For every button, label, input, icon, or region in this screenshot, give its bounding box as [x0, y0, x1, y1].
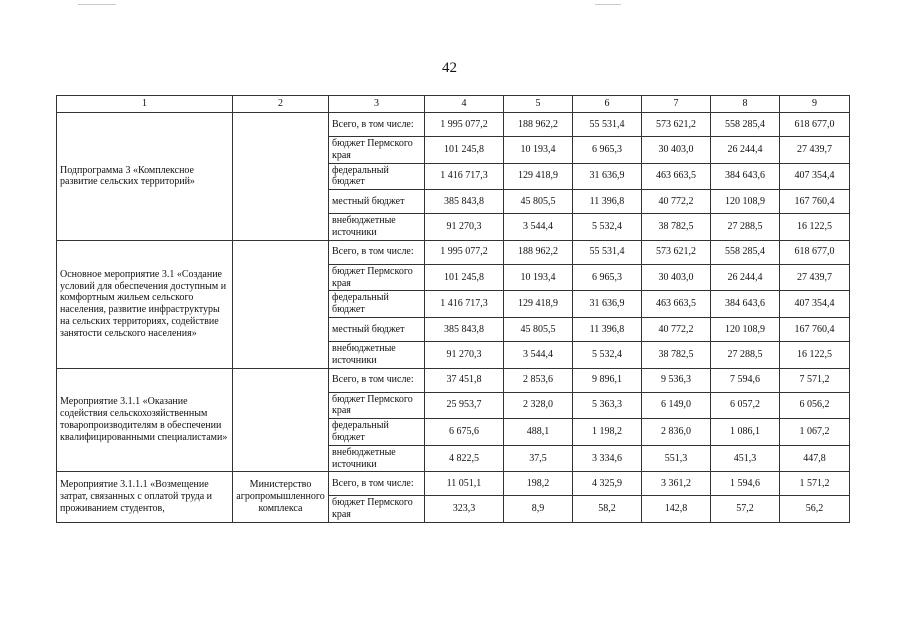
- amount-cell: 188 962,2: [504, 113, 573, 137]
- amount-cell: 58,2: [573, 496, 642, 523]
- amount-cell: 6 965,3: [573, 264, 642, 291]
- amount-cell: 385 843,8: [425, 190, 504, 214]
- column-number-row: [57, 96, 850, 113]
- amount-cell: 57,2: [711, 496, 780, 523]
- program-name-cell: Подпрограмма 3 «Комплексное развитие сельских территорий»: [57, 113, 233, 241]
- amount-cell: 37,5: [504, 445, 573, 472]
- column-number: 3: [329, 96, 425, 113]
- table-row: [57, 472, 850, 496]
- funding-source-cell: бюджет Пермского края: [329, 496, 425, 523]
- funding-source-cell: бюджет Пермского края: [329, 137, 425, 164]
- executor-cell: [233, 368, 329, 472]
- amount-cell: 30 403,0: [642, 264, 711, 291]
- amount-cell: 558 285,4: [711, 240, 780, 264]
- amount-cell: 5 363,3: [573, 392, 642, 419]
- amount-cell: 38 782,5: [642, 214, 711, 241]
- amount-cell: 91 270,3: [425, 341, 504, 368]
- amount-cell: 91 270,3: [425, 214, 504, 241]
- amount-cell: 1 416 717,3: [425, 163, 504, 190]
- funding-source-cell: внебюджетные источники: [329, 445, 425, 472]
- amount-cell: 40 772,2: [642, 317, 711, 341]
- amount-cell: 45 805,5: [504, 190, 573, 214]
- executor-cell: Министерство агропромышленного комплекса: [233, 472, 329, 523]
- scan-mark-right: [595, 4, 621, 5]
- amount-cell: 1 086,1: [711, 419, 780, 446]
- amount-cell: 198,2: [504, 472, 573, 496]
- amount-cell: 26 244,4: [711, 264, 780, 291]
- table-body: [57, 113, 850, 523]
- scan-mark-left: [78, 4, 116, 5]
- column-number: 4: [425, 96, 504, 113]
- amount-cell: 101 245,8: [425, 264, 504, 291]
- amount-cell: 618 677,0: [780, 113, 850, 137]
- funding-source-cell: бюджет Пермского края: [329, 392, 425, 419]
- amount-cell: 2 853,6: [504, 368, 573, 392]
- amount-cell: 188 962,2: [504, 240, 573, 264]
- program-name-cell: Мероприятие 3.1.1 «Оказание содействия сельскохозяйственным товаропроизводителям в обеспечении квалифицированными специалистами»: [57, 368, 233, 472]
- amount-cell: 38 782,5: [642, 341, 711, 368]
- funding-source-cell: Всего, в том числе:: [329, 368, 425, 392]
- column-number: 7: [642, 96, 711, 113]
- amount-cell: 55 531,4: [573, 240, 642, 264]
- amount-cell: 16 122,5: [780, 341, 850, 368]
- amount-cell: 27 288,5: [711, 214, 780, 241]
- amount-cell: 3 544,4: [504, 341, 573, 368]
- amount-cell: 6 056,2: [780, 392, 850, 419]
- amount-cell: 1 594,6: [711, 472, 780, 496]
- column-number: 1: [57, 96, 233, 113]
- column-number: 2: [233, 96, 329, 113]
- amount-cell: 5 532,4: [573, 214, 642, 241]
- funding-source-cell: федеральный бюджет: [329, 419, 425, 446]
- amount-cell: 9 536,3: [642, 368, 711, 392]
- amount-cell: 618 677,0: [780, 240, 850, 264]
- amount-cell: 16 122,5: [780, 214, 850, 241]
- amount-cell: 167 760,4: [780, 317, 850, 341]
- amount-cell: 463 663,5: [642, 291, 711, 318]
- amount-cell: 558 285,4: [711, 113, 780, 137]
- table-row: [57, 240, 850, 264]
- funding-source-cell: местный бюджет: [329, 317, 425, 341]
- column-number: 6: [573, 96, 642, 113]
- funding-source-cell: федеральный бюджет: [329, 163, 425, 190]
- amount-cell: 573 621,2: [642, 240, 711, 264]
- amount-cell: 573 621,2: [642, 113, 711, 137]
- amount-cell: 26 244,4: [711, 137, 780, 164]
- funding-source-cell: внебюджетные источники: [329, 341, 425, 368]
- amount-cell: 101 245,8: [425, 137, 504, 164]
- amount-cell: 384 643,6: [711, 291, 780, 318]
- amount-cell: 323,3: [425, 496, 504, 523]
- amount-cell: 167 760,4: [780, 190, 850, 214]
- amount-cell: 451,3: [711, 445, 780, 472]
- amount-cell: 129 418,9: [504, 291, 573, 318]
- amount-cell: 27 439,7: [780, 137, 850, 164]
- amount-cell: 30 403,0: [642, 137, 711, 164]
- amount-cell: 5 532,4: [573, 341, 642, 368]
- amount-cell: 11 396,8: [573, 317, 642, 341]
- amount-cell: 6 057,2: [711, 392, 780, 419]
- amount-cell: 1 995 077,2: [425, 113, 504, 137]
- funding-source-cell: бюджет Пермского края: [329, 264, 425, 291]
- amount-cell: 8,9: [504, 496, 573, 523]
- amount-cell: 4 325,9: [573, 472, 642, 496]
- amount-cell: 3 544,4: [504, 214, 573, 241]
- amount-cell: 6 675,6: [425, 419, 504, 446]
- amount-cell: 37 451,8: [425, 368, 504, 392]
- executor-cell: [233, 240, 329, 368]
- amount-cell: 55 531,4: [573, 113, 642, 137]
- amount-cell: 2 836,0: [642, 419, 711, 446]
- amount-cell: 2 328,0: [504, 392, 573, 419]
- amount-cell: 4 822,5: [425, 445, 504, 472]
- program-name-cell: Основное мероприятие 3.1 «Создание условий для обеспечения доступным и комфортным жильем сельского населения, развитие инфраструктуры на сельских территориях, содействие занятости сельского населения»: [57, 240, 233, 368]
- program-name-cell: Мероприятие 3.1.1.1 «Возмещение затрат, связанных с оплатой труда и проживанием студентов,: [57, 472, 233, 523]
- amount-cell: 7 594,6: [711, 368, 780, 392]
- table-row: [57, 113, 850, 137]
- amount-cell: 56,2: [780, 496, 850, 523]
- page-number: 42: [442, 60, 457, 76]
- table-row: [57, 368, 850, 392]
- funding-source-cell: Всего, в том числе:: [329, 113, 425, 137]
- funding-source-cell: внебюджетные источники: [329, 214, 425, 241]
- amount-cell: 31 636,9: [573, 291, 642, 318]
- amount-cell: 1 416 717,3: [425, 291, 504, 318]
- column-number: 9: [780, 96, 850, 113]
- amount-cell: 40 772,2: [642, 190, 711, 214]
- amount-cell: 31 636,9: [573, 163, 642, 190]
- amount-cell: 407 354,4: [780, 163, 850, 190]
- funding-source-cell: местный бюджет: [329, 190, 425, 214]
- amount-cell: 11 051,1: [425, 472, 504, 496]
- amount-cell: 129 418,9: [504, 163, 573, 190]
- amount-cell: 6 965,3: [573, 137, 642, 164]
- amount-cell: 6 149,0: [642, 392, 711, 419]
- amount-cell: 10 193,4: [504, 264, 573, 291]
- amount-cell: 11 396,8: [573, 190, 642, 214]
- column-number: 8: [711, 96, 780, 113]
- amount-cell: 142,8: [642, 496, 711, 523]
- amount-cell: 9 896,1: [573, 368, 642, 392]
- amount-cell: 27 288,5: [711, 341, 780, 368]
- amount-cell: 7 571,2: [780, 368, 850, 392]
- amount-cell: 1 571,2: [780, 472, 850, 496]
- amount-cell: 120 108,9: [711, 190, 780, 214]
- amount-cell: 463 663,5: [642, 163, 711, 190]
- executor-cell: [233, 113, 329, 241]
- amount-cell: 3 334,6: [573, 445, 642, 472]
- amount-cell: 407 354,4: [780, 291, 850, 318]
- amount-cell: 551,3: [642, 445, 711, 472]
- amount-cell: 3 361,2: [642, 472, 711, 496]
- amount-cell: 1 067,2: [780, 419, 850, 446]
- amount-cell: 120 108,9: [711, 317, 780, 341]
- amount-cell: 385 843,8: [425, 317, 504, 341]
- amount-cell: 1 198,2: [573, 419, 642, 446]
- amount-cell: 384 643,6: [711, 163, 780, 190]
- budget-table: [56, 95, 850, 523]
- amount-cell: 45 805,5: [504, 317, 573, 341]
- amount-cell: 1 995 077,2: [425, 240, 504, 264]
- amount-cell: 447,8: [780, 445, 850, 472]
- funding-source-cell: Всего, в том числе:: [329, 240, 425, 264]
- amount-cell: 10 193,4: [504, 137, 573, 164]
- column-number: 5: [504, 96, 573, 113]
- amount-cell: 25 953,7: [425, 392, 504, 419]
- funding-source-cell: Всего, в том числе:: [329, 472, 425, 496]
- amount-cell: 488,1: [504, 419, 573, 446]
- amount-cell: 27 439,7: [780, 264, 850, 291]
- funding-source-cell: федеральный бюджет: [329, 291, 425, 318]
